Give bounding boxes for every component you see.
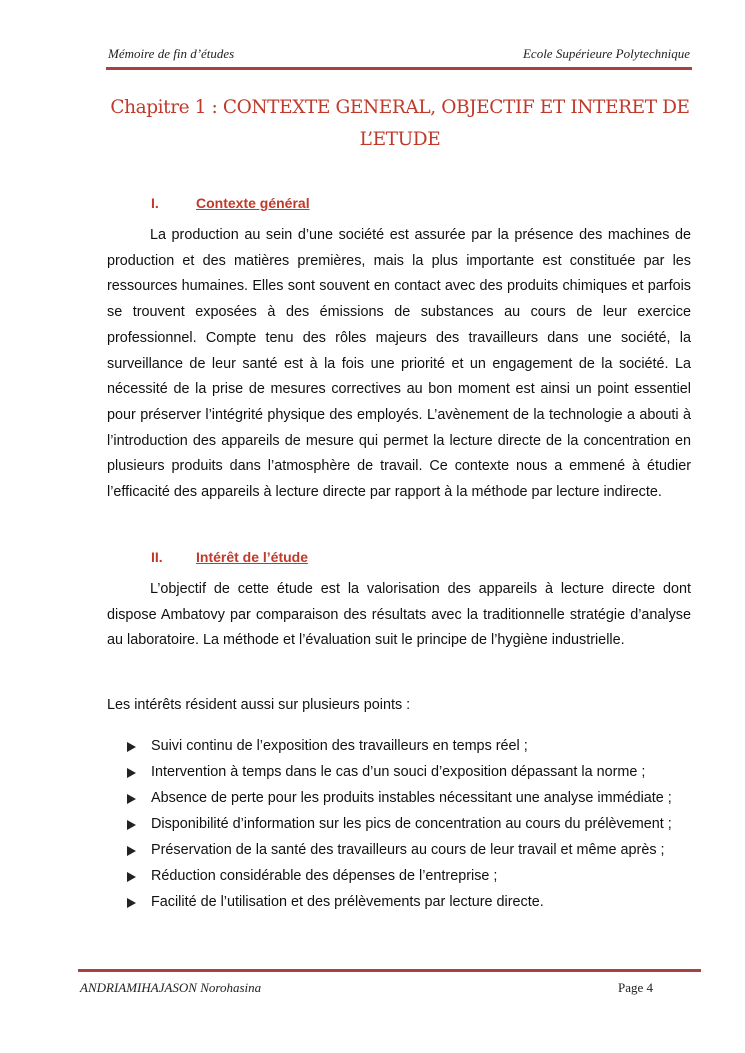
list-item-text: Réduction considérable des dépenses de l’entreprise ; bbox=[151, 868, 498, 884]
arrow-bullet-icon bbox=[127, 820, 136, 830]
page-number: Page 4 bbox=[617, 980, 653, 995]
header-right-text: Ecole Supérieure Polytechnique bbox=[522, 46, 690, 61]
list-item-text: Disponibilité d’information sur les pics de concentration au cours du prélèvement ; bbox=[151, 816, 672, 832]
arrow-bullet-icon bbox=[127, 846, 136, 856]
chapter-title-line-1: Chapitre 1 : CONTEXTE GENERAL, OBJECTIF ET INTERET DE bbox=[110, 97, 690, 118]
arrow-bullet-icon bbox=[127, 768, 136, 778]
list-item-text: Absence de perte pour les produits instables nécessitant une analyse immédiate ; bbox=[151, 790, 672, 806]
header-divider bbox=[106, 67, 692, 70]
chapter-title bbox=[100, 92, 700, 156]
section-1-paragraph: La production au sein d’une société est assurée par la présence des machines de production et des matières premières, mais la plus importante est constituée par les ressources humaines. Elles sont souvent en contact avec des produits chimiques et parfois se trouvent exposées à des émissions de substances au cours de leur exercice professionnel. Compte tenu des rôles majeurs des travailleurs dans une société, la surveillance de leur santé est à la fois une priorité et un engagement de la société. La nécessité de la prise de mesures correctives au bon moment est ainsi un point essentiel pour préserver l’intégrité physique des employés. L’avènement de la technologie a abouti à l’introduction des appareils de mesure qui permet la lecture directe de la concentration en plusieurs produits dans l’atmosphère de travail. Ce contexte nous a emmené à étudier l’efficacité des appareils à lecture directe par rapport à la méthode par lecture indirecte. bbox=[107, 227, 691, 501]
list-item-text: Suivi continu de l’exposition des travailleurs en temps réel ; bbox=[151, 738, 528, 754]
section-2-number: II. bbox=[151, 549, 163, 565]
footer-author: ANDRIAMIHAJASON Norohasina bbox=[80, 980, 262, 995]
list-item bbox=[124, 889, 691, 915]
list-item bbox=[124, 811, 691, 837]
list-item-text: Intervention à temps dans le cas d’un souci d’exposition dépassant la norme ; bbox=[151, 764, 646, 780]
list-item bbox=[124, 837, 691, 863]
list-item bbox=[124, 785, 691, 811]
arrow-bullet-icon bbox=[127, 898, 136, 908]
footer-divider bbox=[78, 969, 701, 972]
list-item-text: Préservation de la santé des travailleurs au cours de leur travail et même après ; bbox=[151, 842, 665, 858]
section-2-title: Intérêt de l’étude bbox=[196, 549, 309, 565]
list-item-text: Facilité de l’utilisation et des prélèvements par lecture directe. bbox=[151, 894, 544, 910]
header-left-text: Mémoire de fin d’études bbox=[108, 46, 235, 61]
interests-intro: Les intérêts résident aussi sur plusieurs points : bbox=[107, 697, 411, 713]
arrow-bullet-icon bbox=[127, 872, 136, 882]
list-item bbox=[124, 863, 691, 889]
arrow-bullet-icon bbox=[127, 742, 136, 752]
list-item bbox=[124, 759, 691, 785]
chapter-title-line-2: L’ETUDE bbox=[359, 129, 441, 150]
interests-list bbox=[124, 733, 691, 915]
arrow-bullet-icon bbox=[127, 794, 136, 804]
section-1-title: Contexte général bbox=[196, 195, 310, 211]
section-2-paragraph: L’objectif de cette étude est la valorisation des appareils à lecture directe dont dispose Ambatovy par comparaison des résultats avec la traditionnelle stratégie d’analyse au laboratoire. La méthode et l’évaluation suit le principe de l’hygiène industrielle. bbox=[107, 581, 691, 649]
section-1-number: I. bbox=[151, 195, 159, 211]
list-item bbox=[124, 733, 691, 759]
